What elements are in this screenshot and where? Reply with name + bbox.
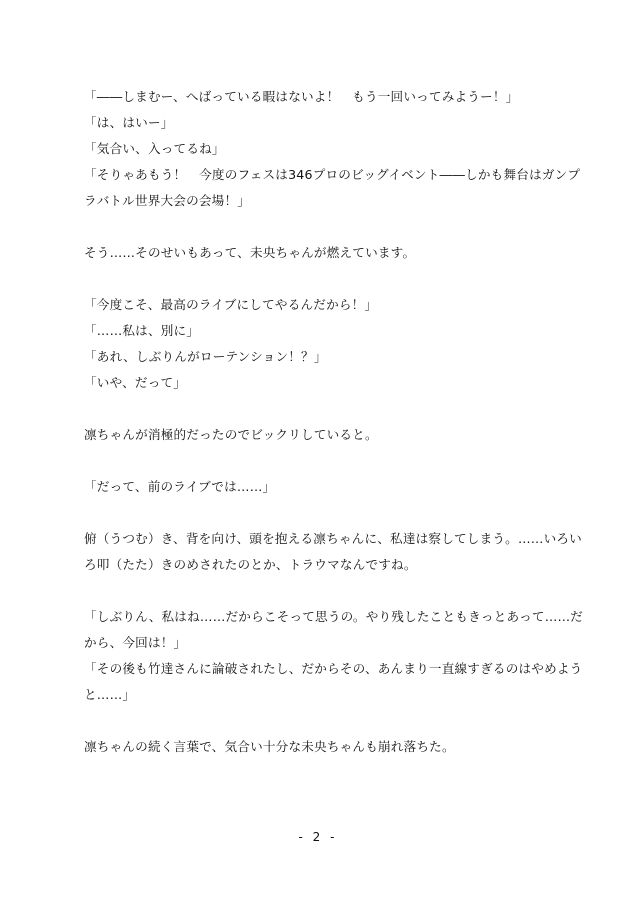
- paragraph-gap: [84, 500, 556, 526]
- body-text: [84, 84, 584, 760]
- text-line: 「は、はいー」: [84, 115, 174, 130]
- text-line: 「いや、だって」: [84, 375, 187, 390]
- text-line: 「――しまむー、へばっている暇はないよ！ もう一回いってみようー！」: [84, 89, 519, 104]
- text-line: 凛ちゃんが消極的だったのでビックリしていると。: [84, 427, 378, 442]
- text-line: そう……そのせいもあって、未央ちゃんが燃えています。: [84, 245, 416, 260]
- text-line: 「あれ、しぶりんがローテンション！？」: [84, 349, 327, 364]
- text-line: と……」: [84, 687, 136, 702]
- paragraph-gap: [84, 708, 556, 734]
- page-number: - 2 -: [298, 830, 338, 844]
- text-line: 俯（うつむ）き、背を向け、頭を抱える凛ちゃんに、私達は察してしまう。……いろい: [84, 531, 582, 546]
- paragraph-gap: [84, 396, 556, 422]
- paragraph-gap: [84, 448, 556, 474]
- text-line: ろ叩（たた）きのめされたのとか、トラウマなんですね。: [84, 557, 417, 572]
- text-line: 「気合い、入ってるね」: [84, 141, 225, 156]
- text-line: 「そりゃあもう！ 今度のフェスは346プロのビッグイベント――しかも舞台はガンプ: [84, 167, 581, 182]
- text-line: から、今回は！」: [84, 635, 187, 650]
- text-line: 「……私は、別に」: [84, 323, 200, 338]
- text-line: 「その後も竹達さんに論破されたし、だからその、あんまり一直線すぎるのはやめよう: [84, 661, 583, 676]
- text-line: ラバトル世界大会の会場！」: [84, 193, 251, 208]
- text-line: 凛ちゃんの続く言葉で、気合い十分な未央ちゃんも崩れ落ちた。: [84, 739, 455, 754]
- paragraph-gap: [84, 266, 556, 292]
- paragraph-gap: [84, 578, 556, 604]
- text-line: 「だって、前のライブでは……」: [84, 479, 276, 494]
- text-line: 「しぶりん、私はね……だからこそって思うの。やり残したこともきっとあって……だ: [84, 609, 584, 624]
- paragraph-gap: [84, 214, 556, 240]
- text-line: 「今度こそ、最高のライブにしてやるんだから！」: [84, 297, 378, 312]
